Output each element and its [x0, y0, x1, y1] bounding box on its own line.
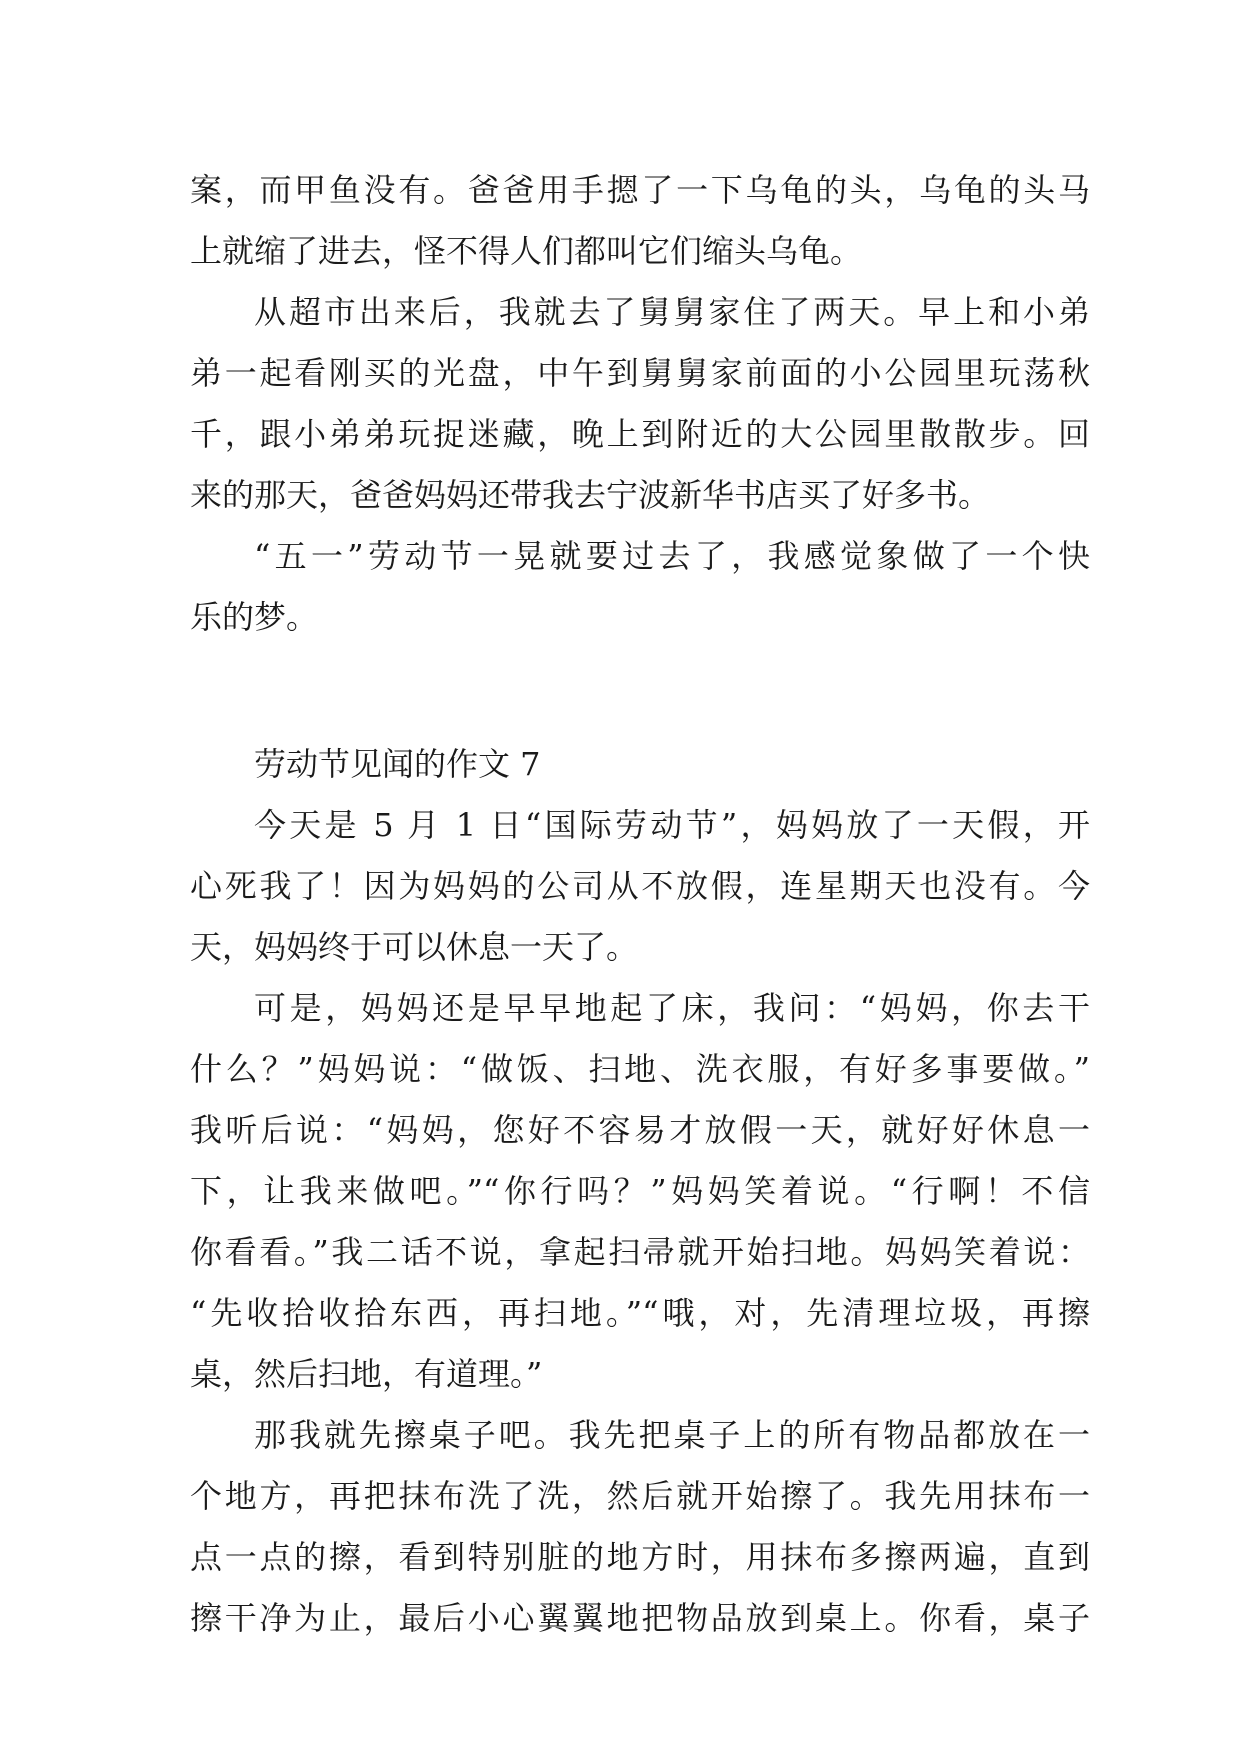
essay-title: 劳动节见闻的作文 7 — [254, 745, 541, 783]
text-line: “五一”劳动节一晃就要过去了，我感觉象做了一个快 — [254, 537, 1090, 575]
text-line: 擦干净为止，最后小心翼翼地把物品放到桌上。你看，桌子 — [190, 1599, 1090, 1637]
text-line: 下，让我来做吧。”“你行吗？”妈妈笑着说。“行啊！不信 — [190, 1172, 1090, 1210]
text-line: 那我就先擦桌子吧。我先把桌子上的所有物品都放在一 — [254, 1416, 1090, 1454]
text-line: 你看看。”我二话不说，拿起扫帚就开始扫地。妈妈笑着说： — [190, 1233, 1090, 1271]
text-line: 个地方，再把抹布洗了洗，然后就开始擦了。我先用抹布一 — [190, 1477, 1090, 1515]
paragraph — [190, 526, 1090, 648]
text-line: 桌，然后扫地，有道理。” — [190, 1355, 543, 1393]
text-line: 我听后说：“妈妈，您好不容易才放假一天，就好好休息一 — [190, 1111, 1090, 1149]
text-line: 乐的梦。 — [190, 598, 319, 636]
text-line: 上就缩了进去，怪不得人们都叫它们缩头乌龟。 — [190, 232, 863, 270]
paragraph — [190, 282, 1090, 526]
paragraph — [190, 795, 1090, 978]
paragraph — [190, 978, 1090, 1405]
text-line: 什么？”妈妈说：“做饭、扫地、洗衣服，有好多事要做。” — [190, 1050, 1090, 1088]
section-gap — [190, 648, 1090, 738]
text-line: 今天是 5 月 1 日“国际劳动节”，妈妈放了一天假，开 — [254, 806, 1090, 844]
text-line: 来的那天，爸爸妈妈还带我去宁波新华书店买了好多书。 — [190, 476, 991, 514]
text-line: 天，妈妈终于可以休息一天了。 — [190, 928, 639, 966]
paragraph — [190, 160, 1090, 282]
text-line: “先收拾收拾东西，再扫地。”“哦，对，先清理垃圾，再擦 — [190, 1294, 1090, 1332]
text-line: 弟一起看刚买的光盘，中午到舅舅家前面的小公园里玩荡秋 — [190, 354, 1090, 392]
paragraph — [190, 1405, 1090, 1649]
text-line: 点一点的擦，看到特别脏的地方时，用抹布多擦两遍，直到 — [190, 1538, 1090, 1576]
text-line: 心死我了！因为妈妈的公司从不放假，连星期天也没有。今 — [190, 867, 1090, 905]
text-line: 可是，妈妈还是早早地起了床，我问：“妈妈，你去干 — [254, 989, 1090, 1027]
text-line: 从超市出来后，我就去了舅舅家住了两天。早上和小弟 — [254, 293, 1090, 331]
text-line: 千，跟小弟弟玩捉迷藏，晚上到附近的大公园里散散步。回 — [190, 415, 1090, 453]
document-body — [190, 160, 1090, 1649]
text-line: 案，而甲鱼没有。爸爸用手摁了一下乌龟的头，乌龟的头马 — [190, 171, 1090, 209]
